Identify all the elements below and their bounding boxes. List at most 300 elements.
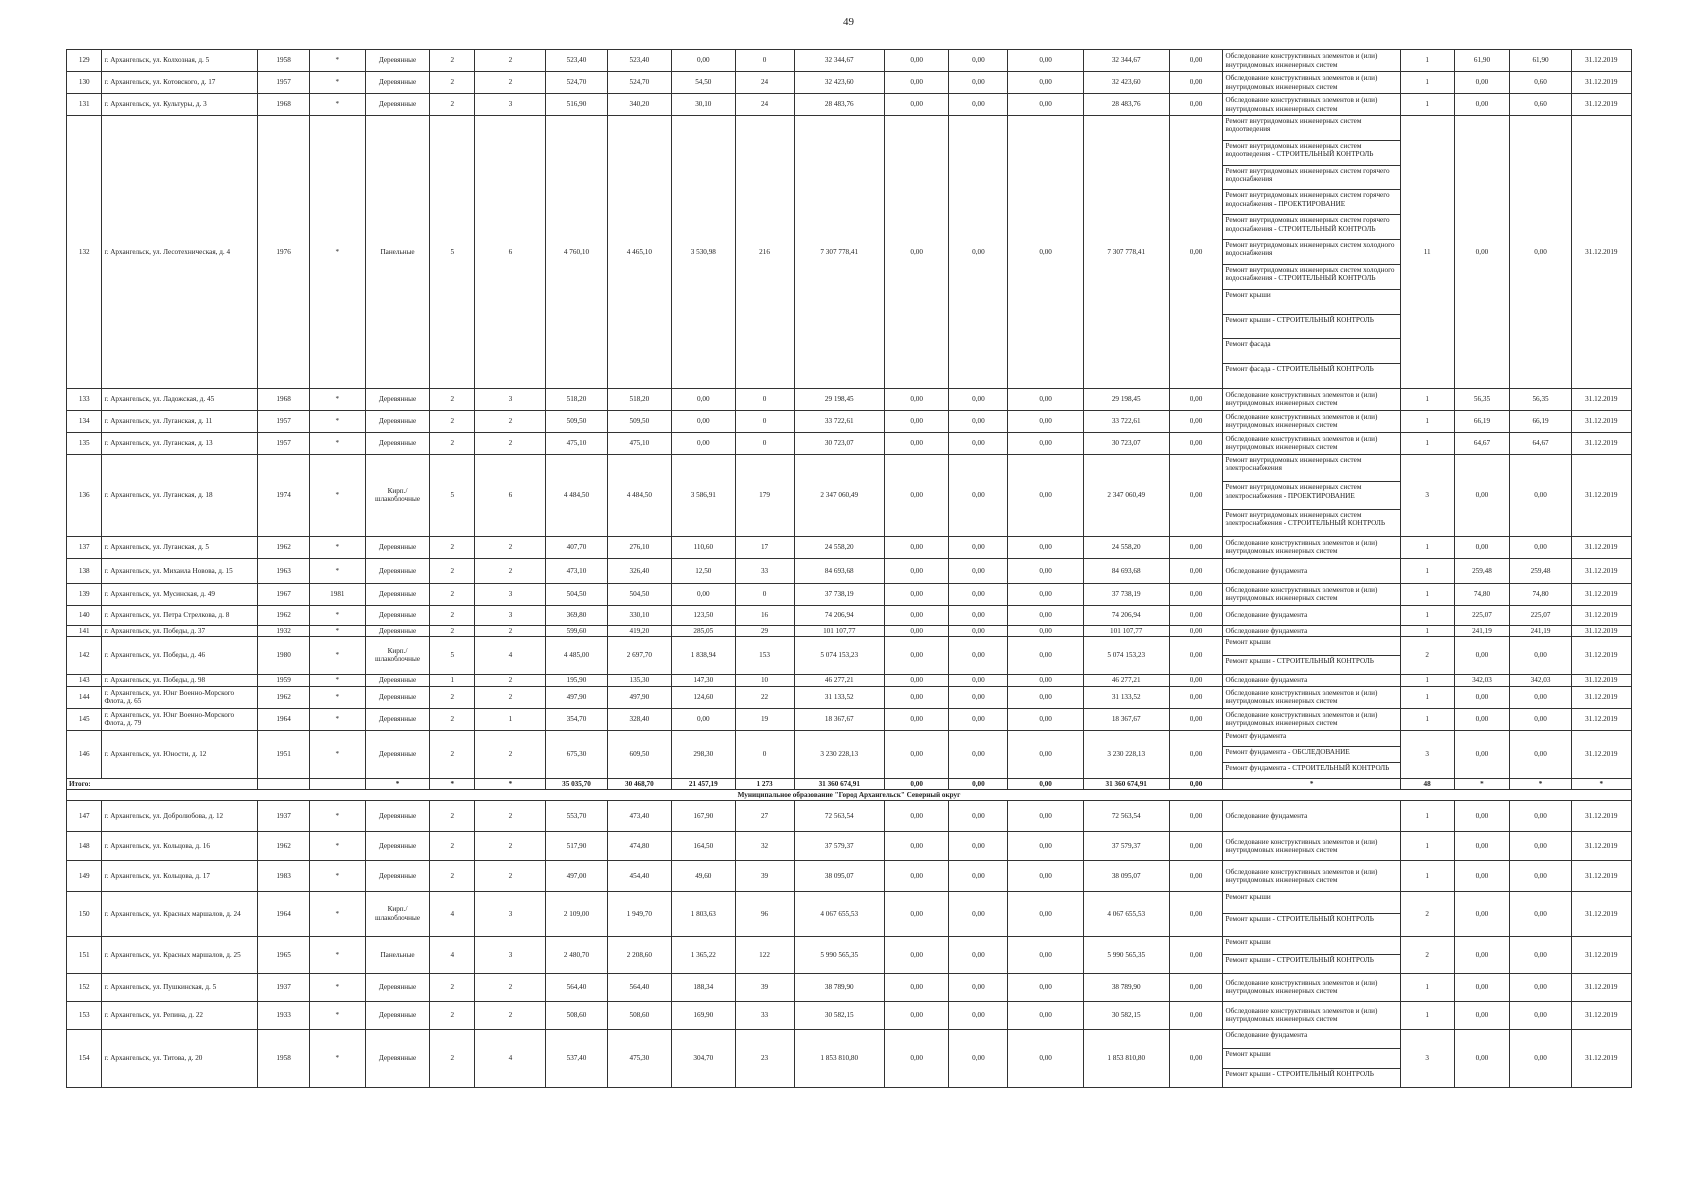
- works-count-cell: 1: [1400, 686, 1454, 708]
- entrances-count-cell: 3: [475, 605, 546, 625]
- year-reconstruction-cell: *: [309, 94, 365, 116]
- municipal-area-cell: 167,90: [672, 800, 735, 831]
- row-number-cell: 151: [67, 936, 102, 973]
- address-cell: г. Архангельск, ул. Ладожская, д. 45: [102, 388, 258, 410]
- year-reconstruction-cell: *: [309, 50, 365, 72]
- total-fund-fkr: 0,00: [884, 778, 948, 789]
- municipal-area-cell: 54,50: [672, 72, 735, 94]
- unit-cost-cell: 61,90: [1454, 50, 1510, 72]
- year-reconstruction-cell: *: [309, 891, 365, 936]
- fund-local-cell: 0,00: [1008, 674, 1083, 686]
- total-fund-region: 0,00: [949, 778, 1008, 789]
- deadline-cell: 31.12.2019: [1571, 432, 1631, 454]
- total-area-cell: 407,70: [546, 536, 607, 558]
- fund-region-cell: 0,00: [949, 583, 1008, 605]
- municipal-area-cell: 169,90: [672, 1001, 735, 1029]
- work-item: Обследование конструктивных элементов и (или) внутридомовых инженерных систем: [1225, 539, 1378, 556]
- fund-fkr-cell: 0,00: [884, 625, 948, 636]
- work-item: Обследование конструктивных элементов и (или) внутридомовых инженерных систем: [1225, 1007, 1378, 1024]
- fund-local-cell: 0,00: [1008, 936, 1083, 973]
- fund-other-cell: 0,00: [1169, 388, 1223, 410]
- works-list-cell: [1223, 116, 1400, 389]
- table-row: [67, 891, 1632, 936]
- fund-other-cell: 0,00: [1169, 860, 1223, 891]
- works-list-cell: [1223, 94, 1400, 116]
- fund-fkr-cell: 0,00: [884, 94, 948, 116]
- municipal-area-cell: 0,00: [672, 708, 735, 730]
- fund-owners-cell: 30 723,07: [1083, 432, 1169, 454]
- cost-total-cell: 5 990 565,35: [794, 936, 884, 973]
- work-item: Ремонт крыши: [1223, 637, 1399, 656]
- fund-fkr-cell: 0,00: [884, 860, 948, 891]
- entrances-count-cell: 2: [475, 50, 546, 72]
- fund-other-cell: 0,00: [1169, 625, 1223, 636]
- fund-local-cell: 0,00: [1008, 686, 1083, 708]
- entrances-count-cell: 1: [475, 708, 546, 730]
- year-reconstruction-cell: *: [309, 636, 365, 674]
- municipal-area-cell: 0,00: [672, 388, 735, 410]
- work-item: Обследование фундамента: [1225, 611, 1308, 620]
- address-cell: г. Архангельск, ул. Луганская, д. 11: [102, 410, 258, 432]
- cost-total-cell: 1 853 810,80: [794, 1029, 884, 1087]
- row-number-cell: 140: [67, 605, 102, 625]
- year-built-cell: 1976: [258, 116, 310, 389]
- work-item: Ремонт внутридомовых инженерных систем горячего водоснабжения - СТРОИТЕЛЬНЫЙ КОНТРОЛЬ: [1223, 215, 1399, 240]
- row-number-cell: 150: [67, 891, 102, 936]
- year-built-cell: 1967: [258, 583, 310, 605]
- works-list-cell: [1223, 50, 1400, 72]
- fund-other-cell: 0,00: [1169, 686, 1223, 708]
- work-item: Ремонт внутридомовых инженерных систем горячего водоснабжения - ПРОЕКТИРОВАНИЕ: [1223, 190, 1399, 215]
- fund-fkr-cell: 0,00: [884, 674, 948, 686]
- limit-cost-cell: 0,00: [1510, 1029, 1571, 1087]
- deadline-cell: 31.12.2019: [1571, 1001, 1631, 1029]
- cost-total-cell: 101 107,77: [794, 625, 884, 636]
- fund-region-cell: 0,00: [949, 116, 1008, 389]
- year-reconstruction-cell: *: [309, 536, 365, 558]
- fund-other-cell: 0,00: [1169, 973, 1223, 1001]
- address-cell: г. Архангельск, ул. Кольцова, д. 17: [102, 860, 258, 891]
- year-built-cell: 1983: [258, 860, 310, 891]
- row-number-cell: 137: [67, 536, 102, 558]
- works-list-cell: [1223, 730, 1400, 778]
- work-item: Ремонт крыши: [1223, 892, 1399, 915]
- wall-material-cell: Деревянные: [365, 558, 429, 583]
- fund-other-cell: 0,00: [1169, 410, 1223, 432]
- total-area-cell: 537,40: [546, 1029, 607, 1087]
- wall-material-cell: Панельные: [365, 936, 429, 973]
- unit-cost-cell: 0,00: [1454, 860, 1510, 891]
- fund-owners-cell: 1 853 810,80: [1083, 1029, 1169, 1087]
- residents-count-cell: 29: [735, 625, 794, 636]
- works-count-cell: 1: [1400, 432, 1454, 454]
- unit-cost-cell: 342,03: [1454, 674, 1510, 686]
- table-row: [67, 730, 1632, 778]
- deadline-cell: 31.12.2019: [1571, 454, 1631, 536]
- fund-local-cell: 0,00: [1008, 116, 1083, 389]
- fund-fkr-cell: 0,00: [884, 116, 948, 389]
- deadline-cell: 31.12.2019: [1571, 860, 1631, 891]
- municipal-area-cell: 0,00: [672, 410, 735, 432]
- works-list-cell: [1223, 831, 1400, 860]
- floors-count-cell: 2: [430, 860, 475, 891]
- unit-cost-cell: 0,00: [1454, 800, 1510, 831]
- address-cell: г. Архангельск, ул. Пушкинская, д. 5: [102, 973, 258, 1001]
- works-count-cell: 11: [1400, 116, 1454, 389]
- fund-region-cell: 0,00: [949, 674, 1008, 686]
- total-area-cell: 2 480,70: [546, 936, 607, 973]
- unit-cost-cell: 74,80: [1454, 583, 1510, 605]
- fund-other-cell: 0,00: [1169, 891, 1223, 936]
- fund-other-cell: 0,00: [1169, 1029, 1223, 1087]
- unit-cost-cell: 0,00: [1454, 730, 1510, 778]
- floors-count-cell: 2: [430, 973, 475, 1001]
- total-fund-other: 0,00: [1169, 778, 1223, 789]
- fund-other-cell: 0,00: [1169, 72, 1223, 94]
- living-area-cell: 454,40: [607, 860, 671, 891]
- living-area-cell: 1 949,70: [607, 891, 671, 936]
- works-count-cell: 1: [1400, 388, 1454, 410]
- entrances-count-cell: 2: [475, 432, 546, 454]
- works-count-cell: 1: [1400, 1001, 1454, 1029]
- total-area: 35 035,70: [546, 778, 607, 789]
- fund-local-cell: 0,00: [1008, 708, 1083, 730]
- residents-count-cell: 39: [735, 973, 794, 1001]
- year-reconstruction-cell: *: [309, 1029, 365, 1087]
- wall-material-cell: Деревянные: [365, 860, 429, 891]
- residents-count-cell: 153: [735, 636, 794, 674]
- works-count-cell: 1: [1400, 536, 1454, 558]
- work-item: Ремонт внутридомовых инженерных систем электроснабжения - СТРОИТЕЛЬНЫЙ КОНТРОЛЬ: [1225, 510, 1386, 527]
- work-item: Ремонт крыши: [1223, 290, 1399, 315]
- row-number-cell: 145: [67, 708, 102, 730]
- work-item: Ремонт фундамента: [1223, 731, 1399, 747]
- fund-other-cell: 0,00: [1169, 1001, 1223, 1029]
- deadline-cell: 31.12.2019: [1571, 636, 1631, 674]
- entrances-count-cell: 2: [475, 730, 546, 778]
- fund-local-cell: 0,00: [1008, 831, 1083, 860]
- residents-count-cell: 22: [735, 686, 794, 708]
- limit-cost-cell: 241,19: [1510, 625, 1571, 636]
- address-cell: г. Архангельск, ул. Красных маршалов, д. 24: [102, 891, 258, 936]
- total-area-cell: 509,50: [546, 410, 607, 432]
- total-label: Итого:: [67, 778, 258, 789]
- address-cell: г. Архангельск, ул. Титова, д. 20: [102, 1029, 258, 1087]
- living-area-cell: 340,20: [607, 94, 671, 116]
- residents-count-cell: 122: [735, 936, 794, 973]
- works-count-cell: 2: [1400, 936, 1454, 973]
- row-number-cell: 133: [67, 388, 102, 410]
- fund-local-cell: 0,00: [1008, 1001, 1083, 1029]
- limit-cost-cell: 64,67: [1510, 432, 1571, 454]
- unit-cost-cell: 66,19: [1454, 410, 1510, 432]
- row-number-cell: 153: [67, 1001, 102, 1029]
- municipal-area-cell: 1 838,94: [672, 636, 735, 674]
- residents-count-cell: 0: [735, 50, 794, 72]
- unit-cost-cell: 0,00: [1454, 454, 1510, 536]
- table-row: [67, 50, 1632, 72]
- work-item: Обследование конструктивных элементов и (или) внутридомовых инженерных систем: [1225, 413, 1378, 430]
- fund-local-cell: 0,00: [1008, 605, 1083, 625]
- table-row: [67, 558, 1632, 583]
- fund-owners-cell: 24 558,20: [1083, 536, 1169, 558]
- row-number-cell: 136: [67, 454, 102, 536]
- limit-cost-cell: 0,60: [1510, 72, 1571, 94]
- fund-region-cell: 0,00: [949, 558, 1008, 583]
- address-cell: г. Архангельск, ул. Победы, д. 98: [102, 674, 258, 686]
- fund-other-cell: 0,00: [1169, 831, 1223, 860]
- table-row: [67, 936, 1632, 973]
- cost-total-cell: 32 344,67: [794, 50, 884, 72]
- table-row: [67, 800, 1632, 831]
- cost-total-cell: 38 789,90: [794, 973, 884, 1001]
- works-list-cell: [1223, 454, 1400, 536]
- fund-other-cell: 0,00: [1169, 536, 1223, 558]
- table-row: [67, 536, 1632, 558]
- fund-other-cell: 0,00: [1169, 605, 1223, 625]
- works-count-cell: 1: [1400, 50, 1454, 72]
- works-count-cell: 1: [1400, 94, 1454, 116]
- year-built-cell: 1968: [258, 388, 310, 410]
- municipal-area-cell: 30,10: [672, 94, 735, 116]
- living-area-cell: 518,20: [607, 388, 671, 410]
- floors-count-cell: 2: [430, 1001, 475, 1029]
- living-area-cell: 509,50: [607, 410, 671, 432]
- living-area-cell: 473,40: [607, 800, 671, 831]
- row-number-cell: 152: [67, 973, 102, 1001]
- limit-cost-cell: 342,03: [1510, 674, 1571, 686]
- floors-count-cell: 2: [430, 686, 475, 708]
- limit-cost-cell: 0,00: [1510, 936, 1571, 973]
- fund-other-cell: 0,00: [1169, 50, 1223, 72]
- works-count-cell: 1: [1400, 860, 1454, 891]
- floors-count-cell: 2: [430, 1029, 475, 1087]
- cost-total-cell: 37 738,19: [794, 583, 884, 605]
- works-count-cell: 1: [1400, 583, 1454, 605]
- table-row: [67, 686, 1632, 708]
- wall-material-cell: Деревянные: [365, 605, 429, 625]
- fund-local-cell: 0,00: [1008, 636, 1083, 674]
- wall-material-cell: Кирп./шлакоблочные: [365, 891, 429, 936]
- residents-count-cell: 19: [735, 708, 794, 730]
- row-number-cell: 146: [67, 730, 102, 778]
- year-reconstruction-cell: *: [309, 936, 365, 973]
- works-count-cell: 2: [1400, 891, 1454, 936]
- limit-cost-cell: 0,00: [1510, 831, 1571, 860]
- fund-other-cell: 0,00: [1169, 558, 1223, 583]
- year-built-cell: 1974: [258, 454, 310, 536]
- fund-local-cell: 0,00: [1008, 1029, 1083, 1087]
- total-area-cell: 195,90: [546, 674, 607, 686]
- floors-count-cell: 2: [430, 72, 475, 94]
- fund-owners-cell: 29 198,45: [1083, 388, 1169, 410]
- fund-other-cell: 0,00: [1169, 936, 1223, 973]
- work-item: Ремонт внутридомовых инженерных систем водоотведения - СТРОИТЕЛЬНЫЙ КОНТРОЛЬ: [1223, 141, 1399, 166]
- address-cell: г. Архангельск, ул. Победы, д. 46: [102, 636, 258, 674]
- cost-total-cell: 3 230 228,13: [794, 730, 884, 778]
- row-number-cell: 148: [67, 831, 102, 860]
- row-number-cell: 129: [67, 50, 102, 72]
- work-item: Ремонт фасада - СТРОИТЕЛЬНЫЙ КОНТРОЛЬ: [1225, 365, 1374, 374]
- deadline-cell: 31.12.2019: [1571, 72, 1631, 94]
- year-reconstruction-cell: *: [309, 973, 365, 1001]
- works-list-cell: [1223, 936, 1400, 973]
- living-area-cell: 523,40: [607, 50, 671, 72]
- fund-local-cell: 0,00: [1008, 860, 1083, 891]
- works-list-cell: [1223, 558, 1400, 583]
- section-row: [67, 789, 1632, 800]
- fund-region-cell: 0,00: [949, 625, 1008, 636]
- year-reconstruction-cell: *: [309, 72, 365, 94]
- wall-material-cell: Деревянные: [365, 536, 429, 558]
- works-list-cell: [1223, 1001, 1400, 1029]
- works-count-cell: 1: [1400, 558, 1454, 583]
- residents-count-cell: 0: [735, 432, 794, 454]
- fund-region-cell: 0,00: [949, 536, 1008, 558]
- wall-material-cell: Деревянные: [365, 50, 429, 72]
- municipal-area-cell: 188,34: [672, 973, 735, 1001]
- fund-fkr-cell: 0,00: [884, 730, 948, 778]
- fund-region-cell: 0,00: [949, 410, 1008, 432]
- living-area-cell: 497,90: [607, 686, 671, 708]
- fund-owners-cell: 32 344,67: [1083, 50, 1169, 72]
- municipal-area-cell: 3 530,98: [672, 116, 735, 389]
- works-count-cell: 1: [1400, 625, 1454, 636]
- deadline-cell: 31.12.2019: [1571, 973, 1631, 1001]
- entrances-count-cell: 2: [475, 860, 546, 891]
- table-row: [67, 388, 1632, 410]
- works-count-cell: 3: [1400, 730, 1454, 778]
- limit-cost-cell: 0,00: [1510, 636, 1571, 674]
- municipal-area-cell: 147,30: [672, 674, 735, 686]
- year-built-cell: 1964: [258, 891, 310, 936]
- total-area-cell: 4 485,00: [546, 636, 607, 674]
- work-item: Ремонт фундамента - СТРОИТЕЛЬНЫЙ КОНТРОЛЬ: [1225, 763, 1390, 772]
- year-built-cell: 1965: [258, 936, 310, 973]
- fund-fkr-cell: 0,00: [884, 973, 948, 1001]
- wall-material-cell: Деревянные: [365, 72, 429, 94]
- table-row: [67, 831, 1632, 860]
- wall-material-cell: Деревянные: [365, 1029, 429, 1087]
- municipal-area-cell: 12,50: [672, 558, 735, 583]
- cost-total-cell: 5 074 153,23: [794, 636, 884, 674]
- works-count-cell: 1: [1400, 831, 1454, 860]
- work-item: Обследование конструктивных элементов и (или) внутридомовых инженерных систем: [1225, 96, 1378, 113]
- deadline-cell: 31.12.2019: [1571, 708, 1631, 730]
- limit-cost-cell: 0,00: [1510, 730, 1571, 778]
- row-number-cell: 132: [67, 116, 102, 389]
- total-area-cell: 369,80: [546, 605, 607, 625]
- floors-count-cell: 2: [430, 94, 475, 116]
- total-cell: [258, 778, 310, 789]
- fund-other-cell: 0,00: [1169, 116, 1223, 389]
- entrances-count-cell: 3: [475, 936, 546, 973]
- work-item: Ремонт внутридомовых инженерных систем горячего водоснабжения: [1223, 166, 1399, 191]
- work-item: Обследование конструктивных элементов и (или) внутридомовых инженерных систем: [1225, 867, 1378, 884]
- total-row: [67, 778, 1632, 789]
- address-cell: г. Архангельск, ул. Мусинская, д. 49: [102, 583, 258, 605]
- fund-region-cell: 0,00: [949, 50, 1008, 72]
- fund-owners-cell: 101 107,77: [1083, 625, 1169, 636]
- fund-other-cell: 0,00: [1169, 708, 1223, 730]
- year-built-cell: 1980: [258, 636, 310, 674]
- fund-fkr-cell: 0,00: [884, 1001, 948, 1029]
- wall-material-cell: Деревянные: [365, 94, 429, 116]
- deadline-cell: 31.12.2019: [1571, 936, 1631, 973]
- fund-region-cell: 0,00: [949, 936, 1008, 973]
- living-area-cell: 328,40: [607, 708, 671, 730]
- table-row: [67, 116, 1632, 389]
- work-item: Обследование конструктивных элементов и (или) внутридомовых инженерных систем: [1225, 711, 1378, 728]
- total-deadline: *: [1571, 778, 1631, 789]
- total-works-count: 48: [1400, 778, 1454, 789]
- work-item: Ремонт фундамента - ОБСЛЕДОВАНИЕ: [1223, 747, 1399, 763]
- work-item: Ремонт внутридомовых инженерных систем холодного водоснабжения - СТРОИТЕЛЬНЫЙ КОНТРОЛЬ: [1223, 265, 1399, 290]
- fund-fkr-cell: 0,00: [884, 831, 948, 860]
- wall-material-cell: Деревянные: [365, 432, 429, 454]
- municipal-area-cell: 1 365,22: [672, 936, 735, 973]
- row-number-cell: 147: [67, 800, 102, 831]
- total-limit-cost: *: [1510, 778, 1571, 789]
- municipal-area-cell: 123,50: [672, 605, 735, 625]
- entrances-count-cell: 2: [475, 410, 546, 432]
- total-area-cell: 4 484,50: [546, 454, 607, 536]
- residents-count-cell: 33: [735, 558, 794, 583]
- cost-total-cell: 32 423,60: [794, 72, 884, 94]
- year-reconstruction-cell: *: [309, 730, 365, 778]
- table-body-part2: [67, 800, 1632, 1087]
- fund-local-cell: 0,00: [1008, 536, 1083, 558]
- unit-cost-cell: 64,67: [1454, 432, 1510, 454]
- municipal-area-cell: 124,60: [672, 686, 735, 708]
- fund-local-cell: 0,00: [1008, 72, 1083, 94]
- fund-owners-cell: 3 230 228,13: [1083, 730, 1169, 778]
- fund-owners-cell: 33 722,61: [1083, 410, 1169, 432]
- total-area-cell: 504,50: [546, 583, 607, 605]
- unit-cost-cell: 0,00: [1454, 116, 1510, 389]
- works-list-cell: [1223, 625, 1400, 636]
- address-cell: г. Архангельск, ул. Кольцова, д. 16: [102, 831, 258, 860]
- year-built-cell: 1968: [258, 94, 310, 116]
- works-list-cell: [1223, 891, 1400, 936]
- deadline-cell: 31.12.2019: [1571, 583, 1631, 605]
- work-item: Ремонт крыши - СТРОИТЕЛЬНЫЙ КОНТРОЛЬ: [1225, 915, 1374, 924]
- floors-count-cell: 5: [430, 116, 475, 389]
- fund-fkr-cell: 0,00: [884, 936, 948, 973]
- unit-cost-cell: 0,00: [1454, 72, 1510, 94]
- fund-owners-cell: 4 067 655,53: [1083, 891, 1169, 936]
- table-row: [67, 605, 1632, 625]
- table-row: [67, 583, 1632, 605]
- floors-count-cell: 2: [430, 536, 475, 558]
- work-item: Ремонт фасада: [1223, 339, 1399, 364]
- year-built-cell: 1963: [258, 558, 310, 583]
- fund-local-cell: 0,00: [1008, 800, 1083, 831]
- entrances-count-cell: 2: [475, 1001, 546, 1029]
- entrances-count-cell: 2: [475, 558, 546, 583]
- residents-count-cell: 16: [735, 605, 794, 625]
- living-area-cell: 4 465,10: [607, 116, 671, 389]
- wall-material-cell: Деревянные: [365, 1001, 429, 1029]
- work-item: Обследование конструктивных элементов и (или) внутридомовых инженерных систем: [1225, 52, 1378, 69]
- total-area-cell: 475,10: [546, 432, 607, 454]
- fund-owners-cell: 5 990 565,35: [1083, 936, 1169, 973]
- unit-cost-cell: 0,00: [1454, 973, 1510, 1001]
- living-area-cell: 419,20: [607, 625, 671, 636]
- fund-region-cell: 0,00: [949, 1001, 1008, 1029]
- fund-fkr-cell: 0,00: [884, 708, 948, 730]
- table-row: [67, 636, 1632, 674]
